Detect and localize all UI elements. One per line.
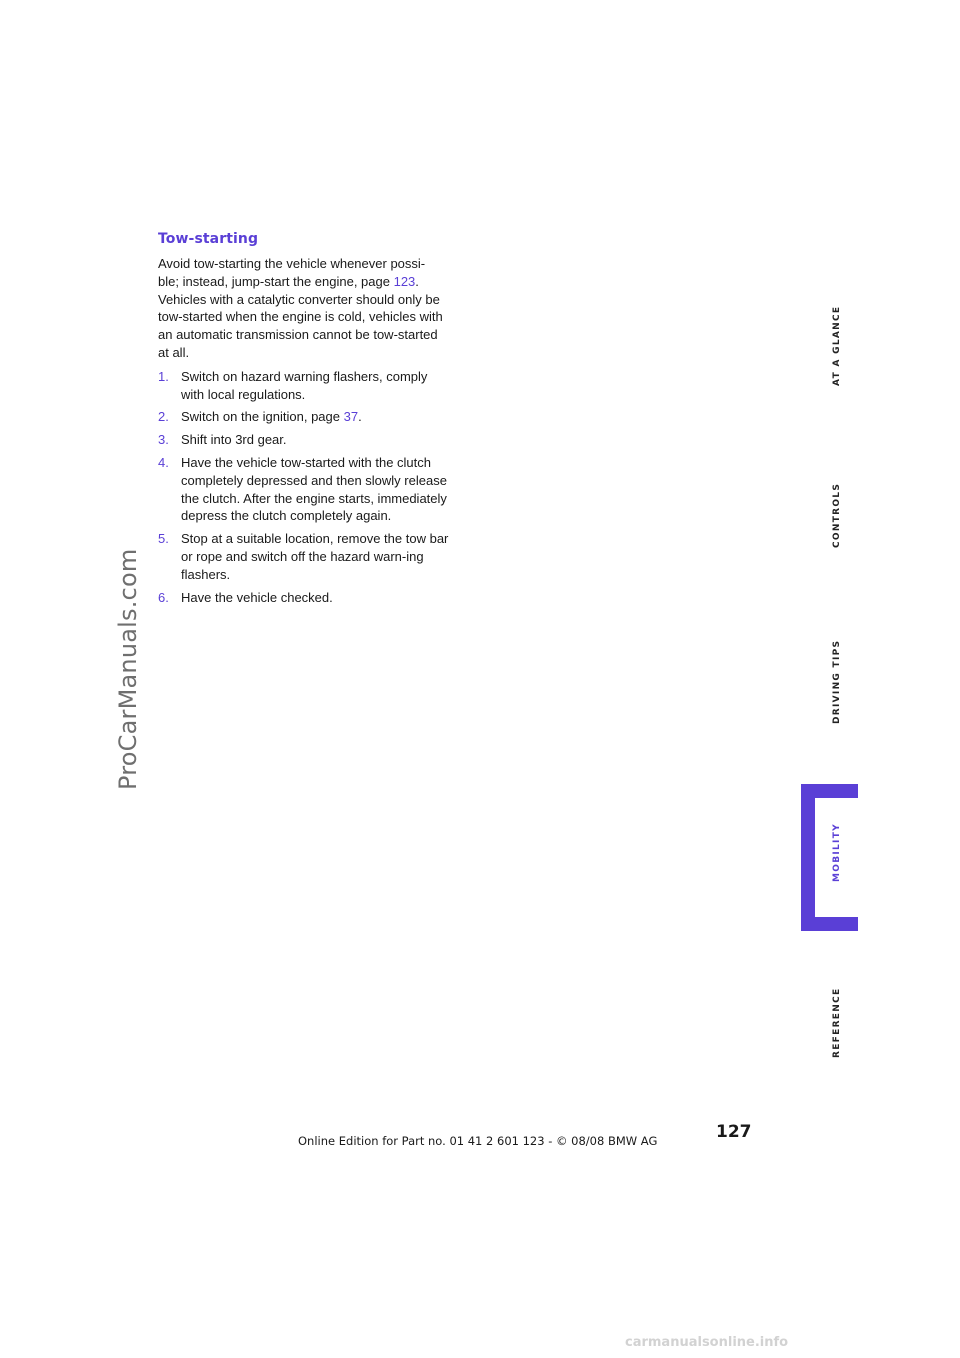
- step-text: [181, 368, 450, 404]
- page-number: 127: [716, 1122, 752, 1142]
- step-number: 3.: [158, 432, 169, 448]
- tab-controls[interactable]: CONTROLS: [832, 482, 842, 548]
- list-item: [158, 530, 450, 583]
- main-content: [158, 231, 450, 611]
- section-title: Tow-starting: [158, 231, 259, 247]
- steps-list: [158, 368, 450, 607]
- step-text: [181, 530, 450, 583]
- list-item: [158, 454, 450, 525]
- intro-line2-suffix: .: [415, 273, 419, 289]
- page-link-123[interactable]: 123: [393, 273, 416, 289]
- list-item: [158, 368, 450, 404]
- intro-paragraph: [158, 255, 450, 362]
- step-text: [181, 408, 450, 426]
- step-number: 6.: [158, 589, 169, 605]
- step-text-body: Have the vehicle checked.: [181, 589, 333, 605]
- step-text-body: Shift into 3rd gear.: [181, 432, 287, 448]
- tab-at-a-glance[interactable]: AT A GLANCE: [832, 305, 842, 386]
- step-text-suffix: .: [358, 409, 362, 425]
- step-text-body: Stop at a suitable location, remove the tow bar or rope and switch off the hazard warn-ing flashers.: [181, 531, 449, 582]
- footer-edition: Online Edition for Part no. 01 41 2 601 123 - © 08/08 BMW AG: [298, 1134, 658, 1148]
- intro-line2-prefix: ble; instead, jump-start the engine, page: [158, 273, 394, 289]
- step-number: 4.: [158, 454, 169, 470]
- list-item: [158, 408, 450, 426]
- step-text: [181, 589, 450, 607]
- step-number: 1.: [158, 368, 169, 384]
- list-item: [158, 589, 450, 607]
- tab-reference[interactable]: REFERENCE: [832, 987, 842, 1058]
- watermark-procarmanuals: ProCarManuals.com: [114, 548, 142, 790]
- step-text: [181, 431, 450, 449]
- step-text-body: Switch on the ignition, page: [181, 409, 344, 425]
- list-item: [158, 431, 450, 449]
- intro-rest: Vehicles with a catalytic converter should only be tow-started when the engine is cold, vehicles with an automatic transmission cannot be tow-started at all.: [158, 291, 443, 360]
- tab-mobility[interactable]: MOBILITY: [832, 823, 842, 882]
- step-number: 5.: [158, 531, 169, 547]
- step-text: [181, 454, 450, 525]
- mobility-tab-bracket: [801, 784, 858, 931]
- step-number: 2.: [158, 409, 169, 425]
- watermark-carmanualsonline: carmanualsonline.info: [625, 1335, 789, 1350]
- step-text-body: Have the vehicle tow-started with the clutch completely depressed and then slowly release the clutch. After the engine starts, immediately depress the clutch completely again.: [181, 454, 447, 524]
- intro-line1: Avoid tow-starting the vehicle whenever possi-: [158, 256, 426, 271]
- page-link-37[interactable]: 37: [343, 409, 359, 425]
- tab-driving-tips[interactable]: DRIVING TIPS: [832, 639, 842, 724]
- step-text-body: Switch on hazard warning flashers, comply with local regulations.: [181, 368, 428, 402]
